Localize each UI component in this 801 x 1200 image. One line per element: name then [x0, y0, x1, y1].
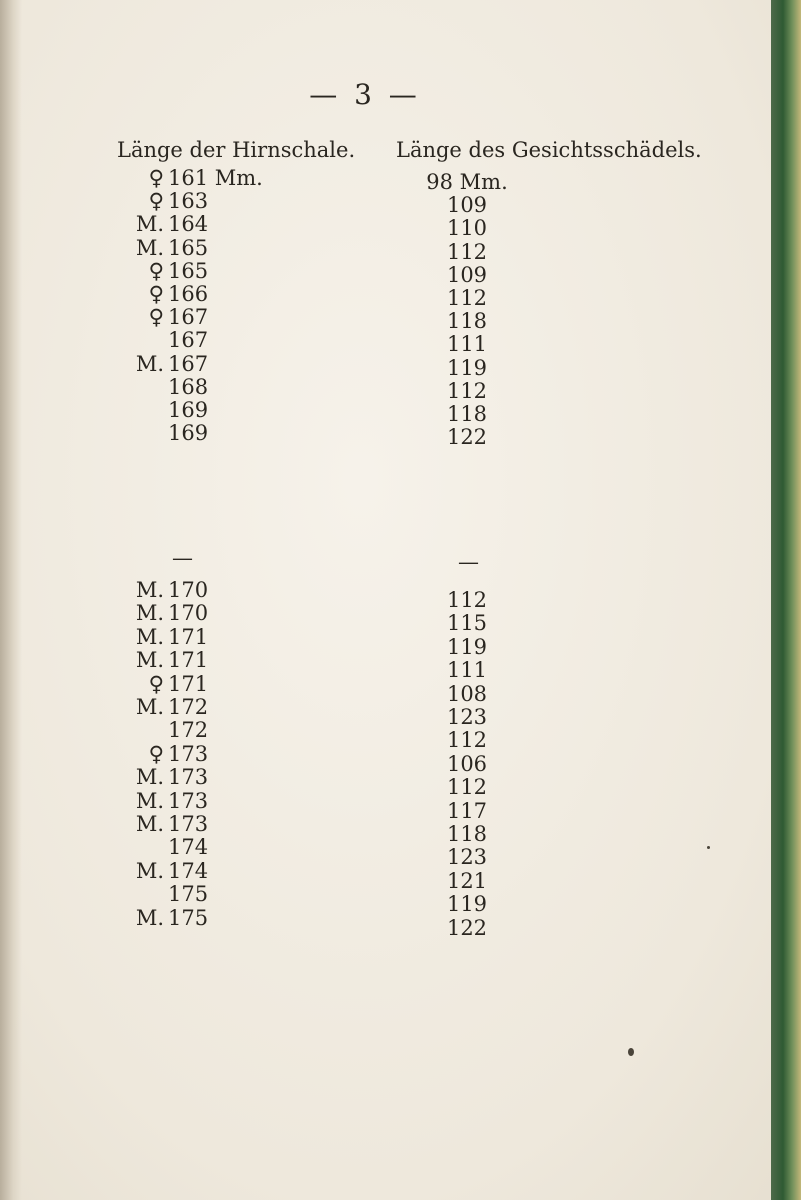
- skull-length-row: [118, 352, 208, 376]
- face-length-value: 123: [446, 845, 488, 870]
- face-length-value: 98 Mm.: [426, 170, 508, 194]
- sex-marker: ♀: [148, 166, 164, 190]
- skull-length-value: 173: [168, 741, 209, 766]
- face-length-value: 118: [446, 402, 488, 426]
- skull-length-value: 161 Mm.: [168, 166, 263, 190]
- skull-length-row: [118, 166, 263, 190]
- skull-length-row: [118, 742, 208, 766]
- skull-length-value: 174: [168, 835, 209, 860]
- skull-length-value: 172: [168, 695, 209, 719]
- skull-length-value: 175: [168, 905, 209, 930]
- skull-length-row: [118, 859, 208, 883]
- sex-marker: M.: [135, 695, 164, 719]
- sex-marker: ♀: [148, 282, 164, 306]
- skull-length-value: 170: [168, 601, 209, 626]
- sex-marker: ♀: [148, 741, 164, 766]
- skull-length-row: [118, 672, 208, 696]
- skull-length-value: 164: [168, 212, 209, 237]
- skull-length-row: [118, 259, 208, 283]
- skull-length-row: [118, 421, 208, 445]
- skull-length-value: 166: [168, 282, 209, 306]
- skull-length-row: [118, 648, 208, 672]
- skull-length-row: [118, 236, 208, 260]
- skull-length-value: 173: [168, 812, 209, 836]
- skull-length-value: 172: [168, 718, 209, 743]
- face-length-value: 112: [446, 588, 488, 612]
- face-length-value: 112: [446, 775, 488, 800]
- skull-length-value: 171: [168, 624, 209, 649]
- skull-length-row: [118, 695, 208, 719]
- face-length-value: 110: [446, 216, 488, 241]
- page-left-edge: [0, 0, 22, 1200]
- ink-speck: [628, 1048, 634, 1056]
- skull-length-value: 169: [168, 398, 209, 422]
- face-length-value: 118: [446, 309, 488, 334]
- face-length-value: 121: [446, 868, 488, 893]
- sex-marker: M.: [135, 212, 164, 237]
- sex-marker: M.: [135, 601, 164, 626]
- skull-length-row: [118, 718, 208, 742]
- skull-length-value: 167: [168, 351, 209, 376]
- sex-marker: ♀: [148, 189, 164, 214]
- page-number: — 3 —: [309, 78, 421, 111]
- face-length-value: 111: [446, 332, 488, 357]
- face-length-value: 115: [446, 611, 488, 636]
- separator-dash: —: [172, 546, 193, 570]
- skull-length-row: [118, 328, 208, 352]
- face-length-value: 109: [446, 193, 488, 218]
- skull-length-value: 171: [168, 671, 209, 696]
- skull-length-row: [118, 765, 208, 789]
- skull-length-row: [118, 906, 208, 930]
- skull-length-value: 163: [168, 189, 209, 214]
- ink-speck: [707, 846, 710, 849]
- sex-marker: M.: [135, 858, 164, 883]
- skull-length-value: 173: [168, 788, 209, 813]
- face-length-value: 112: [446, 728, 488, 753]
- face-length-value: 118: [446, 822, 488, 846]
- book-binding-edge: [771, 0, 801, 1200]
- face-length-value: 119: [446, 355, 488, 380]
- skull-length-value: 173: [168, 765, 209, 790]
- sex-marker: ♀: [148, 305, 164, 330]
- skull-length-row: [118, 812, 208, 836]
- face-length-value: 109: [446, 262, 488, 287]
- face-length-value: 112: [446, 378, 488, 403]
- face-length-value: 112: [446, 286, 488, 310]
- skull-length-row: [118, 375, 208, 399]
- header-skull-length: Länge der Hirnschale.: [117, 138, 356, 162]
- sex-marker: M.: [135, 765, 164, 790]
- face-length-value: 117: [446, 798, 488, 823]
- sex-marker: M.: [135, 905, 164, 930]
- skull-length-value: 165: [168, 235, 209, 260]
- sex-marker: M.: [135, 578, 164, 602]
- sex-marker: ♀: [148, 671, 164, 696]
- skull-length-value: 165: [168, 258, 209, 283]
- sex-marker: M.: [135, 648, 164, 673]
- skull-length-row: [118, 305, 208, 329]
- skull-length-row: [118, 601, 208, 625]
- skull-length-row: [118, 282, 208, 306]
- sex-marker: M.: [135, 812, 164, 836]
- face-length-value: 122: [446, 915, 488, 940]
- sex-marker: M.: [135, 624, 164, 649]
- skull-length-value: 167: [168, 305, 209, 330]
- header-face-length: Länge des Gesichtsschädels.: [396, 138, 702, 162]
- face-length-value: 111: [446, 658, 488, 683]
- face-length-value: 112: [446, 239, 488, 264]
- skull-length-row: [118, 882, 208, 906]
- sex-marker: M.: [135, 788, 164, 813]
- face-length-value: 119: [446, 634, 488, 659]
- face-length-value: 122: [446, 425, 488, 450]
- skull-length-value: 171: [168, 648, 209, 673]
- skull-length-row: [118, 189, 208, 213]
- sex-marker: ♀: [148, 258, 164, 283]
- skull-length-value: 169: [168, 421, 209, 446]
- face-length-value: 106: [446, 751, 488, 776]
- skull-length-row: [118, 398, 208, 422]
- skull-length-value: 175: [168, 882, 209, 907]
- sex-marker: M.: [135, 351, 164, 376]
- face-length-value: 123: [446, 705, 488, 729]
- face-length-value: 108: [446, 681, 488, 706]
- skull-length-row: [118, 789, 208, 813]
- skull-length-value: 168: [168, 374, 209, 399]
- face-length-value: 119: [446, 892, 488, 917]
- skull-length-value: 167: [168, 328, 209, 353]
- sex-marker: M.: [135, 235, 164, 260]
- skull-length-row: [118, 578, 208, 602]
- skull-length-row: [118, 625, 208, 649]
- skull-length-value: 174: [168, 858, 209, 883]
- separator-dash: —: [458, 550, 479, 574]
- skull-length-row: [118, 835, 208, 859]
- skull-length-value: 170: [168, 578, 209, 602]
- skull-length-row: [118, 212, 208, 236]
